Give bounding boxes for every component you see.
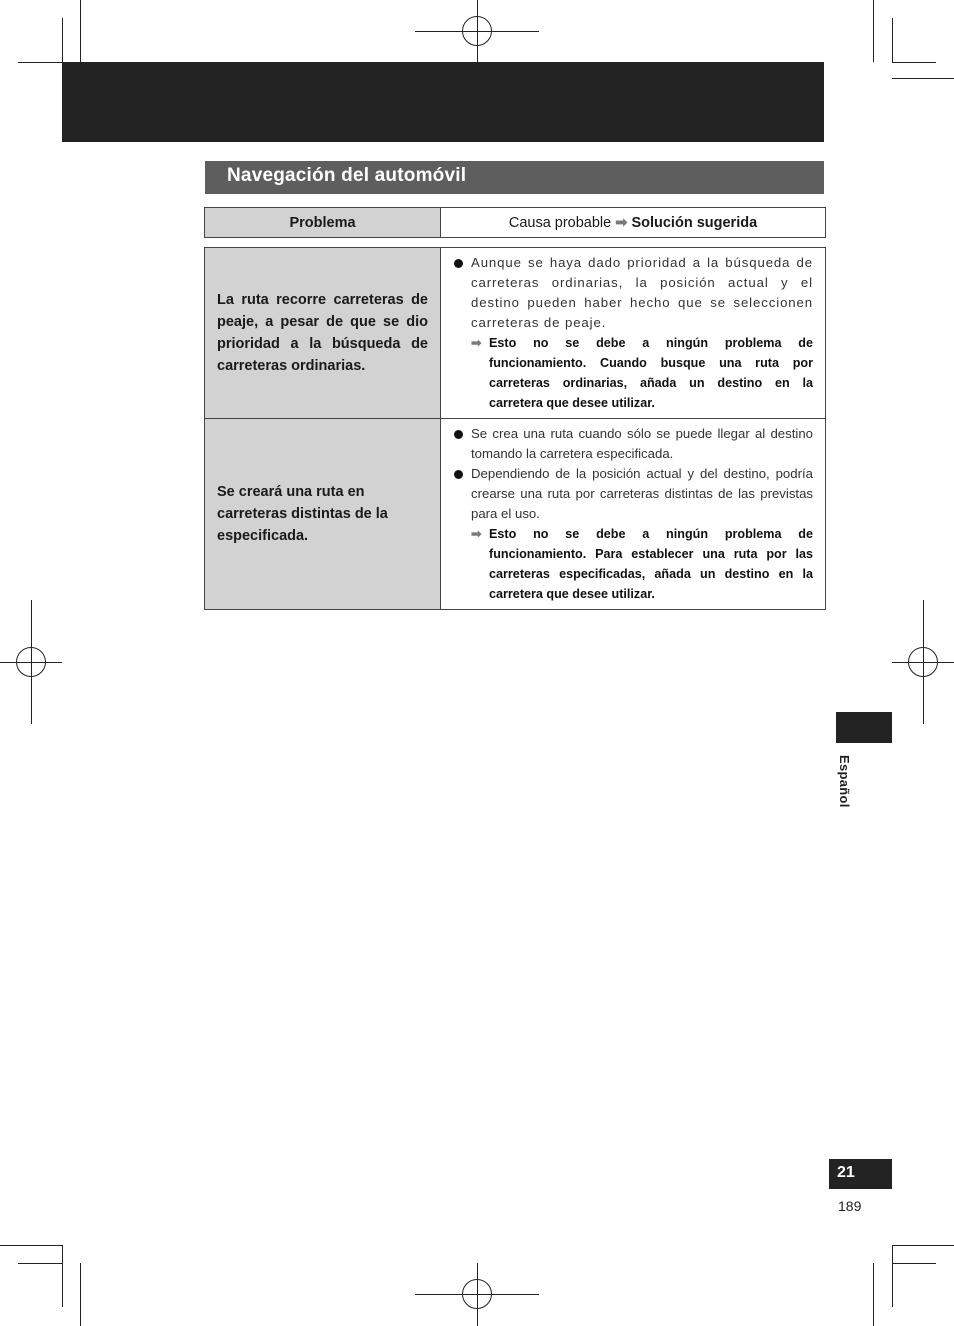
cause-cell bbox=[441, 248, 826, 419]
table-row bbox=[205, 248, 826, 419]
section-title-bar bbox=[205, 161, 824, 194]
chapter-badge bbox=[829, 1159, 892, 1189]
page-number: 189 bbox=[838, 1198, 862, 1214]
cause-item: Aunque se haya dado prioridad a la búsqueda de carreteras ordinarias, la posición actual y el destino pueden haber hecho que se seleccionen carreteras de peaje. bbox=[453, 253, 813, 333]
header-solution: Solución sugerida bbox=[631, 214, 758, 231]
header-cause-solution bbox=[441, 208, 826, 238]
solution-text: Esto no se debe a ningún problema de funcionamiento. Para establecer una ruta por las carreteras especificadas, añada un destino en la carretera que desee utilizar. bbox=[489, 527, 813, 601]
cause-item: Se crea una ruta cuando sólo se puede llegar al destino tomando la carretera especificada. bbox=[453, 424, 813, 464]
chapter-number: 21 bbox=[837, 1164, 855, 1181]
troubleshooting-table bbox=[204, 247, 826, 610]
language-label: Español bbox=[837, 755, 852, 808]
section-title: Navegación del automóvil bbox=[227, 165, 467, 186]
cause-cell bbox=[441, 419, 826, 610]
problem-cell: Se creará una ruta en carreteras distintas de la especificada. bbox=[205, 419, 441, 610]
header-band bbox=[62, 62, 824, 142]
arrow-right-icon: ➡ bbox=[471, 336, 482, 350]
side-tab-block bbox=[836, 712, 892, 743]
arrow-right-icon: ➡ bbox=[471, 527, 482, 541]
table-row bbox=[205, 419, 826, 610]
arrow-right-icon: ➡ bbox=[615, 214, 628, 231]
problem-cell: La ruta recorre carreteras de peaje, a pesar de que se dio prioridad a la búsqueda de carreteras ordinarias. bbox=[205, 248, 441, 419]
header-problem: Problema bbox=[205, 208, 441, 238]
solution-item bbox=[453, 333, 813, 413]
header-cause: Causa probable bbox=[508, 214, 612, 231]
cause-item: Dependiendo de la posición actual y del destino, podría crearse una ruta por carreteras distintas de las previstas para el uso. bbox=[453, 464, 813, 524]
table-header bbox=[204, 207, 826, 238]
solution-text: Esto no se debe a ningún problema de funcionamiento. Cuando busque una ruta por carreteras ordinarias, añada un destino en la carretera que desee utilizar. bbox=[489, 336, 813, 410]
solution-item bbox=[453, 524, 813, 604]
